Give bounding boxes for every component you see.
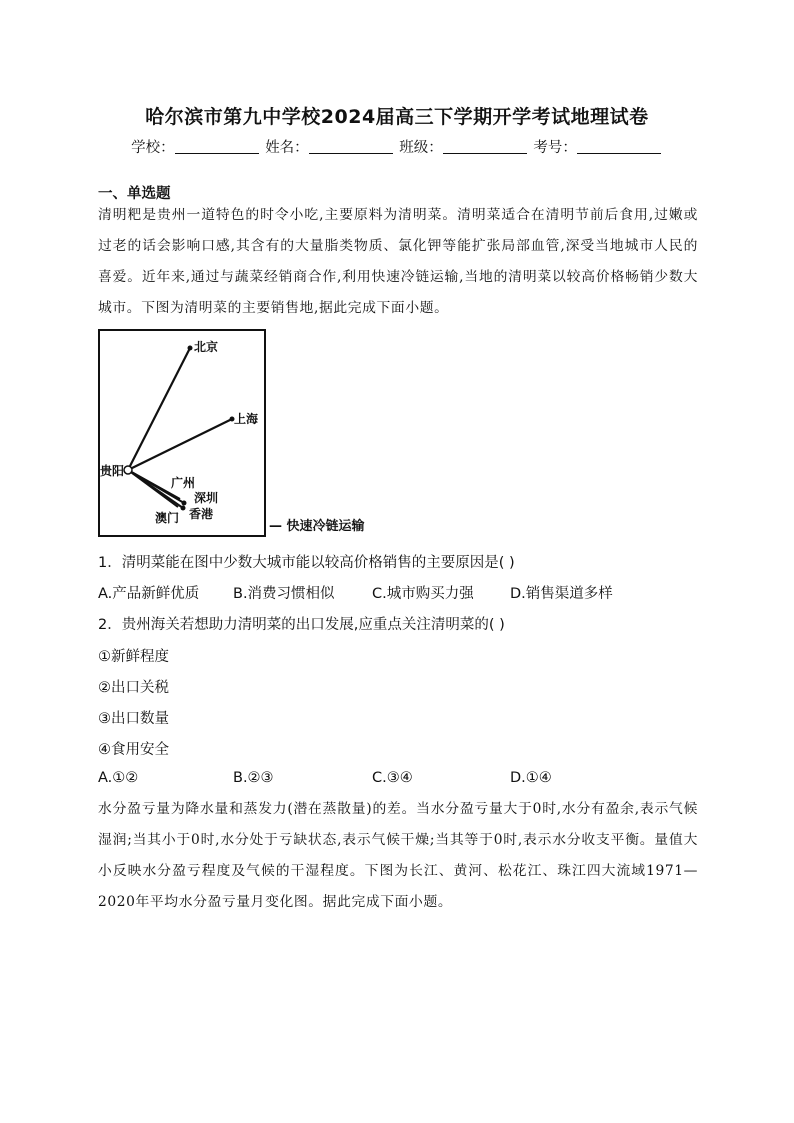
question-2-stem: 2．贵州海关若想助力清明菜的出口发展,应重点关注清明菜的( ) bbox=[98, 617, 505, 633]
school-blank[interactable] bbox=[175, 139, 259, 154]
map-legend: — 快速冷链运输 bbox=[269, 519, 365, 534]
q1-option-b[interactable]: B.消费习惯相似 bbox=[233, 586, 335, 602]
hongkong-label: 香港 bbox=[189, 507, 214, 521]
guiyang-label: 贵阳 bbox=[100, 464, 125, 478]
guangzhou-label: 广州 bbox=[171, 476, 196, 490]
beijing-label: 北京 bbox=[194, 340, 219, 354]
q2-item-3: ③出口数量 bbox=[98, 711, 169, 727]
q2-item-4: ④食用安全 bbox=[98, 742, 169, 758]
q2-option-c[interactable]: C.③④ bbox=[372, 770, 413, 786]
sales-map bbox=[98, 329, 266, 537]
q2-option-d[interactable]: D.①④ bbox=[510, 770, 552, 786]
class-blank[interactable] bbox=[443, 139, 527, 154]
school-label: 学校： bbox=[131, 140, 175, 156]
student-info-line bbox=[0, 136, 794, 157]
q2-option-a[interactable]: A.①② bbox=[98, 770, 139, 786]
q1-option-a[interactable]: A.产品新鲜优质 bbox=[98, 586, 200, 602]
section-heading: 一、单选题 bbox=[98, 186, 171, 202]
map-frame bbox=[99, 330, 265, 536]
q2-option-b[interactable]: B.②③ bbox=[233, 770, 274, 786]
macau-label: 澳门 bbox=[155, 511, 180, 525]
beijing-dot bbox=[188, 346, 193, 351]
number-blank[interactable] bbox=[577, 139, 661, 154]
class-label: 班级： bbox=[399, 140, 443, 156]
passage-2: 水分盈亏量为降水量和蒸发力(潜在蒸散量)的差。当水分盈亏量大于0时,水分有盈余,表示气候湿润;当其小于0时,水分处于亏缺状态,表示气候干燥;当其等于0时,表示水分收支平衡。量值大小反映水分盈亏程度及气候的干湿程度。下图为长江、黄河、松花江、珠江四大流域1971—2020年平均水分盈亏量月变化图。据此完成下面小题。 bbox=[98, 801, 698, 910]
exam-title: 哈尔滨市第九中学校2024届高三下学期开学考试地理试卷 bbox=[145, 106, 649, 128]
passage-1: 清明粑是贵州一道特色的时令小吃,主要原料为清明菜。清明菜适合在清明节前后食用,过嫩或过老的话会影响口感,其含有的大量脂类物质、氯化钾等能扩张局部血管,深受当地城市人民的喜爱。近年来,通过与蔬菜经销商合作,利用快速冷链运输,当地的清明菜以较高价格畅销少数大城市。下图为清明菜的主要销售地,据此完成下面小题。 bbox=[98, 207, 698, 316]
number-label: 考号： bbox=[533, 140, 577, 156]
q2-item-1: ①新鲜程度 bbox=[98, 649, 169, 665]
route-beijing bbox=[128, 348, 190, 470]
q1-option-d[interactable]: D.销售渠道多样 bbox=[510, 586, 613, 602]
shenzhen-label: 深圳 bbox=[194, 491, 219, 505]
route-shanghai bbox=[128, 419, 232, 470]
q1-option-c[interactable]: C.城市购买力强 bbox=[372, 586, 474, 602]
hongkong-dot bbox=[181, 506, 186, 511]
q2-item-2: ②出口关税 bbox=[98, 680, 169, 696]
question-1-stem: 1．清明菜能在图中少数大城市能以较高价格销售的主要原因是( ) bbox=[98, 555, 515, 571]
name-label: 姓名： bbox=[265, 140, 309, 156]
shanghai-label: 上海 bbox=[234, 412, 259, 426]
name-blank[interactable] bbox=[309, 139, 393, 154]
guiyang-dot bbox=[124, 466, 132, 474]
shenzhen-dot bbox=[182, 501, 187, 506]
